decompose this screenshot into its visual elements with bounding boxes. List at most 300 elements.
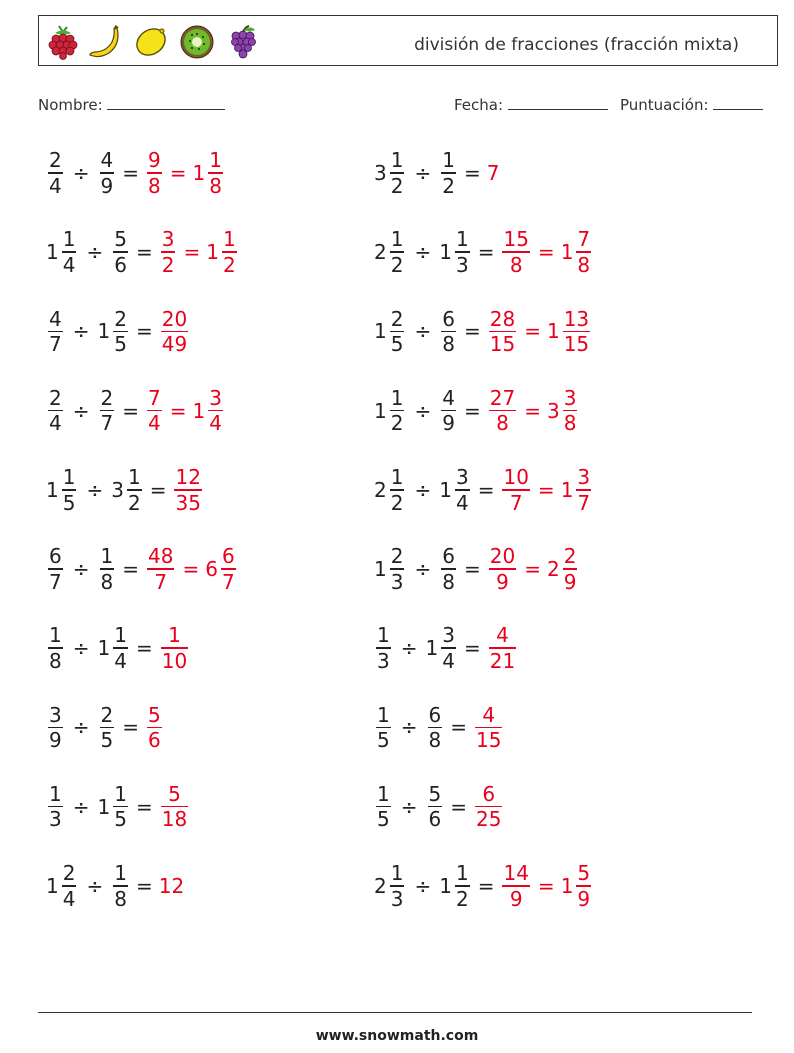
name-field xyxy=(38,95,225,114)
dividend xyxy=(46,148,65,198)
worksheet-title: división de fracciones (fracción mixta) xyxy=(414,35,739,55)
equals-sign: = xyxy=(537,240,555,265)
answer-mixed xyxy=(561,861,593,911)
score-label: Puntuación: xyxy=(620,96,709,114)
numerator: 1 xyxy=(377,623,390,648)
numerator: 1 xyxy=(209,148,222,173)
answer-value xyxy=(159,227,178,277)
name-blank[interactable] xyxy=(107,95,225,110)
numerator: 2 xyxy=(563,544,577,569)
divide-sign: ÷ xyxy=(86,240,104,265)
fraction xyxy=(489,623,516,673)
equals-sign: = xyxy=(537,873,555,898)
numerator: 6 xyxy=(442,306,455,331)
answer xyxy=(500,465,593,515)
dividend xyxy=(374,544,406,594)
problem-1 xyxy=(46,143,225,203)
numerator: 48 xyxy=(148,544,174,569)
answer xyxy=(159,623,190,673)
answer xyxy=(159,782,190,832)
answer-value xyxy=(487,307,518,357)
fraction xyxy=(455,227,470,277)
equals-sign: = xyxy=(169,161,187,185)
divide-sign: ÷ xyxy=(414,240,432,265)
numerator: 2 xyxy=(100,385,114,410)
denominator: 10 xyxy=(161,648,188,673)
denominator: 4 xyxy=(455,490,469,515)
numerator: 4 xyxy=(49,306,62,331)
numerator: 20 xyxy=(489,544,516,569)
answer-value xyxy=(145,703,164,753)
lemon-icon xyxy=(133,24,169,60)
fraction xyxy=(161,227,176,277)
fraction xyxy=(48,544,63,594)
whole-part: 1 xyxy=(374,557,387,581)
divisor xyxy=(426,782,445,832)
numerator: 1 xyxy=(455,227,469,252)
fraction xyxy=(441,148,456,198)
numerator: 6 xyxy=(221,544,235,569)
numerator: 3 xyxy=(209,385,222,410)
fraction xyxy=(502,465,529,515)
answer xyxy=(145,544,238,594)
answer-mixed xyxy=(561,465,593,515)
problem-18 xyxy=(374,777,504,837)
whole-part: 1 xyxy=(192,161,206,185)
answer xyxy=(159,874,185,898)
divide-sign: ÷ xyxy=(72,636,90,661)
numerator: 2 xyxy=(49,385,62,410)
fraction xyxy=(428,782,443,832)
whole-part: 1 xyxy=(374,319,387,344)
numerator: 3 xyxy=(577,465,591,490)
numerator: 1 xyxy=(390,861,404,886)
dividend xyxy=(374,861,406,911)
answer-mixed xyxy=(193,386,225,436)
whole-part: 1 xyxy=(46,873,59,898)
denominator: 9 xyxy=(442,411,455,436)
denominator: 25 xyxy=(476,807,502,832)
fraction xyxy=(563,544,578,594)
equals-sign: = xyxy=(477,477,495,502)
denominator: 49 xyxy=(161,332,188,357)
denominator: 2 xyxy=(390,490,404,515)
denominator: 9 xyxy=(577,886,591,911)
problem-2 xyxy=(374,143,500,203)
divide-sign: ÷ xyxy=(400,715,418,740)
divisor xyxy=(439,386,458,436)
divisor xyxy=(111,465,143,515)
answer xyxy=(487,386,580,436)
fraction xyxy=(147,386,162,436)
fraction xyxy=(576,861,591,911)
fraction xyxy=(208,386,223,436)
denominator: 5 xyxy=(100,728,114,753)
answer xyxy=(473,703,504,753)
whole-part: 1 xyxy=(546,319,560,344)
dividend xyxy=(46,465,78,515)
divide-sign: ÷ xyxy=(72,398,90,423)
divide-sign: ÷ xyxy=(414,557,432,581)
divisor xyxy=(426,703,445,753)
numerator: 1 xyxy=(377,781,390,806)
fraction xyxy=(48,623,63,673)
divide-sign: ÷ xyxy=(400,636,418,661)
answer-value xyxy=(487,386,518,436)
divisor xyxy=(98,782,130,832)
numerator: 1 xyxy=(222,227,236,252)
divide-sign: ÷ xyxy=(86,477,104,502)
problem-20 xyxy=(374,856,593,916)
fraction xyxy=(161,307,188,357)
denominator: 4 xyxy=(49,411,62,436)
answer-value xyxy=(500,861,531,911)
header-box xyxy=(38,15,778,66)
fraction xyxy=(455,465,470,515)
numerator: 1 xyxy=(390,148,404,173)
denominator: 9 xyxy=(49,728,62,753)
divide-sign: ÷ xyxy=(414,398,432,423)
denominator: 4 xyxy=(62,886,76,911)
dividend xyxy=(46,544,65,594)
answer-value xyxy=(487,623,518,673)
fraction xyxy=(390,307,405,357)
answer-mixed xyxy=(193,148,225,198)
fraction xyxy=(48,307,63,357)
whole-part: 6 xyxy=(205,557,218,581)
denominator: 8 xyxy=(100,569,114,594)
name-label: Nombre: xyxy=(38,96,103,114)
fraction xyxy=(502,861,529,911)
equals-sign: = xyxy=(537,477,555,502)
divisor xyxy=(426,623,458,673)
denominator: 7 xyxy=(49,332,62,357)
dividend xyxy=(374,703,393,753)
dividend xyxy=(46,861,78,911)
numerator: 10 xyxy=(503,465,529,490)
answer xyxy=(473,782,504,832)
fraction xyxy=(100,148,115,198)
whole-part: 3 xyxy=(374,161,387,185)
denominator: 5 xyxy=(390,332,404,357)
numerator: 3 xyxy=(563,385,577,410)
denominator: 5 xyxy=(114,807,127,832)
divide-sign: ÷ xyxy=(86,873,104,898)
whole-part: 2 xyxy=(546,557,560,581)
dividend xyxy=(374,386,406,436)
answer-value xyxy=(473,782,504,832)
denominator: 4 xyxy=(148,411,161,436)
answer-value xyxy=(159,874,185,898)
numerator: 15 xyxy=(503,227,529,252)
answer-value xyxy=(159,307,190,357)
whole-part: 1 xyxy=(192,398,206,423)
denominator: 7 xyxy=(154,569,168,594)
numerator: 5 xyxy=(168,781,181,806)
dividend xyxy=(374,465,406,515)
fraction xyxy=(113,861,128,911)
numerator: 3 xyxy=(442,623,455,648)
answer-value xyxy=(473,703,504,753)
numerator: 4 xyxy=(100,148,114,173)
fraction xyxy=(100,544,115,594)
numerator: 13 xyxy=(563,306,590,331)
denominator: 3 xyxy=(390,886,404,911)
fraction xyxy=(113,623,128,673)
problem-6 xyxy=(374,301,592,361)
answer xyxy=(159,227,239,277)
numerator: 1 xyxy=(390,465,404,490)
denominator: 8 xyxy=(442,569,455,594)
numerator: 1 xyxy=(100,544,114,569)
denominator: 18 xyxy=(161,807,188,832)
answer xyxy=(145,386,225,436)
denominator: 2 xyxy=(455,886,469,911)
fraction xyxy=(489,544,516,594)
equals-sign: = xyxy=(135,794,153,819)
whole-part: 1 xyxy=(97,636,111,661)
equals-sign: = xyxy=(135,636,153,661)
fraction xyxy=(48,782,63,832)
dividend xyxy=(374,307,406,357)
denominator: 2 xyxy=(127,490,141,515)
fraction xyxy=(489,386,516,436)
fraction xyxy=(147,544,174,594)
numerator: 1 xyxy=(168,623,181,648)
dividend xyxy=(46,386,65,436)
denominator: 3 xyxy=(390,569,404,594)
answer-value xyxy=(487,544,518,594)
answer xyxy=(145,703,164,753)
divide-sign: ÷ xyxy=(414,161,432,185)
numerator: 7 xyxy=(148,385,161,410)
problem-9 xyxy=(46,460,204,520)
divisor xyxy=(98,623,130,673)
date-field xyxy=(454,95,608,114)
fraction xyxy=(441,386,456,436)
whole-part: 1 xyxy=(560,477,574,502)
equals-sign: = xyxy=(524,398,541,423)
equals-sign: = xyxy=(524,319,541,344)
fraction xyxy=(475,703,502,753)
answer xyxy=(159,307,190,357)
denominator: 7 xyxy=(577,490,591,515)
whole-part: 2 xyxy=(374,477,387,502)
fraction xyxy=(147,703,162,753)
divisor xyxy=(439,544,458,594)
dividend xyxy=(46,703,65,753)
denominator: 6 xyxy=(428,807,442,832)
divisor xyxy=(98,307,130,357)
fraction xyxy=(390,861,405,911)
problem-8 xyxy=(374,381,579,441)
fraction xyxy=(489,307,516,357)
numerator: 5 xyxy=(577,861,591,886)
equals-sign: = xyxy=(149,477,167,502)
divide-sign: ÷ xyxy=(414,873,432,898)
answer-mixed xyxy=(547,307,592,357)
answer-value xyxy=(172,465,203,515)
denominator: 4 xyxy=(62,252,76,277)
whole-part: 1 xyxy=(46,240,59,265)
numerator: 1 xyxy=(377,702,390,727)
fraction xyxy=(48,386,63,436)
answer xyxy=(487,544,580,594)
denominator: 2 xyxy=(161,252,175,277)
numerator: 1 xyxy=(442,148,455,173)
fraction xyxy=(475,782,502,832)
dividend xyxy=(46,307,65,357)
denominator: 8 xyxy=(563,411,577,436)
denominator: 9 xyxy=(496,569,509,594)
whole-part: 2 xyxy=(374,873,387,898)
dividend xyxy=(46,623,65,673)
numerator: 3 xyxy=(161,227,175,252)
numerator: 1 xyxy=(455,861,469,886)
numerator: 6 xyxy=(442,544,455,569)
whole-part: 1 xyxy=(560,873,574,898)
fraction xyxy=(376,623,391,673)
answer-mixed xyxy=(205,544,237,594)
numerator: 4 xyxy=(482,702,496,727)
problem-16 xyxy=(374,697,504,757)
denominator: 9 xyxy=(509,886,523,911)
whole-part: 1 xyxy=(46,477,59,502)
numerator: 1 xyxy=(127,465,141,490)
fraction xyxy=(502,227,529,277)
denominator: 15 xyxy=(476,728,502,753)
problem-15 xyxy=(46,697,164,757)
banana-icon xyxy=(87,24,123,60)
divisor xyxy=(98,148,117,198)
whole-part: 3 xyxy=(546,398,560,423)
divisor xyxy=(439,465,471,515)
whole-part: 1 xyxy=(425,636,439,661)
answer-value xyxy=(145,148,164,198)
divisor xyxy=(111,861,130,911)
equals-sign: = xyxy=(477,240,495,265)
fraction xyxy=(576,465,591,515)
numerator: 2 xyxy=(49,148,62,173)
whole-number: 12 xyxy=(158,873,185,898)
equals-sign: = xyxy=(135,873,153,898)
numerator: 6 xyxy=(49,544,62,569)
whole-part: 2 xyxy=(374,240,387,265)
dividend xyxy=(46,782,65,832)
fraction xyxy=(563,386,578,436)
equals-sign: = xyxy=(524,557,541,581)
denominator: 9 xyxy=(100,173,114,198)
equals-sign: = xyxy=(463,398,481,423)
fraction xyxy=(390,465,405,515)
dividend xyxy=(374,227,406,277)
fraction xyxy=(208,148,223,198)
problem-12 xyxy=(374,539,579,599)
denominator: 4 xyxy=(49,173,62,198)
numerator: 2 xyxy=(390,544,404,569)
footer-divider xyxy=(38,1012,752,1013)
denominator: 3 xyxy=(455,252,469,277)
equals-sign: = xyxy=(450,794,467,819)
denominator: 8 xyxy=(49,648,62,673)
answer-mixed xyxy=(547,544,579,594)
numerator: 5 xyxy=(114,227,127,252)
denominator: 7 xyxy=(49,569,62,594)
date-blank[interactable] xyxy=(508,95,608,110)
numerator: 4 xyxy=(442,385,455,410)
denominator: 2 xyxy=(390,411,404,436)
fraction xyxy=(48,703,63,753)
denominator: 8 xyxy=(428,728,442,753)
divisor xyxy=(98,386,117,436)
denominator: 3 xyxy=(49,807,62,832)
answer-mixed xyxy=(547,386,579,436)
denominator: 8 xyxy=(114,886,127,911)
denominator: 4 xyxy=(442,648,455,673)
fraction xyxy=(113,227,128,277)
denominator: 7 xyxy=(509,490,523,515)
denominator: 2 xyxy=(390,252,404,277)
denominator: 7 xyxy=(100,411,114,436)
score-blank[interactable] xyxy=(713,95,763,110)
answer xyxy=(487,307,592,357)
fraction xyxy=(390,148,405,198)
fraction xyxy=(147,148,162,198)
numerator: 28 xyxy=(489,306,516,331)
score-field xyxy=(620,95,763,114)
fraction xyxy=(48,148,63,198)
problem-5 xyxy=(46,301,190,361)
footer-url: www.snowmath.com xyxy=(315,1028,479,1044)
fraction xyxy=(576,227,591,277)
divide-sign: ÷ xyxy=(72,715,90,740)
fraction xyxy=(563,307,590,357)
numerator: 1 xyxy=(62,227,76,252)
whole-part: 1 xyxy=(206,240,219,265)
whole-part: 1 xyxy=(560,240,574,265)
numerator: 1 xyxy=(390,385,404,410)
denominator: 9 xyxy=(563,569,577,594)
numerator: 1 xyxy=(114,861,127,886)
divide-sign: ÷ xyxy=(72,794,90,819)
equals-sign: = xyxy=(183,240,201,265)
numerator: 20 xyxy=(161,306,188,331)
whole-part: 1 xyxy=(439,477,452,502)
answer-mixed xyxy=(206,227,238,277)
numerator: 1 xyxy=(390,227,404,252)
fraction xyxy=(174,465,201,515)
answer-value xyxy=(500,465,531,515)
equals-sign: = xyxy=(122,398,139,423)
problem-3 xyxy=(46,222,239,282)
numerator: 27 xyxy=(489,385,516,410)
dividend xyxy=(374,148,406,198)
denominator: 8 xyxy=(509,252,523,277)
divisor xyxy=(98,703,117,753)
problem-13 xyxy=(46,618,190,678)
problem-19 xyxy=(46,856,185,916)
numerator: 12 xyxy=(175,465,201,490)
denominator: 2 xyxy=(390,173,404,198)
fraction xyxy=(376,703,391,753)
denominator: 5 xyxy=(114,332,127,357)
divisor xyxy=(439,861,471,911)
whole-part: 1 xyxy=(97,319,111,344)
denominator: 2 xyxy=(222,252,236,277)
divisor xyxy=(439,307,458,357)
grapes-icon xyxy=(225,24,261,60)
equals-sign: = xyxy=(182,557,200,581)
